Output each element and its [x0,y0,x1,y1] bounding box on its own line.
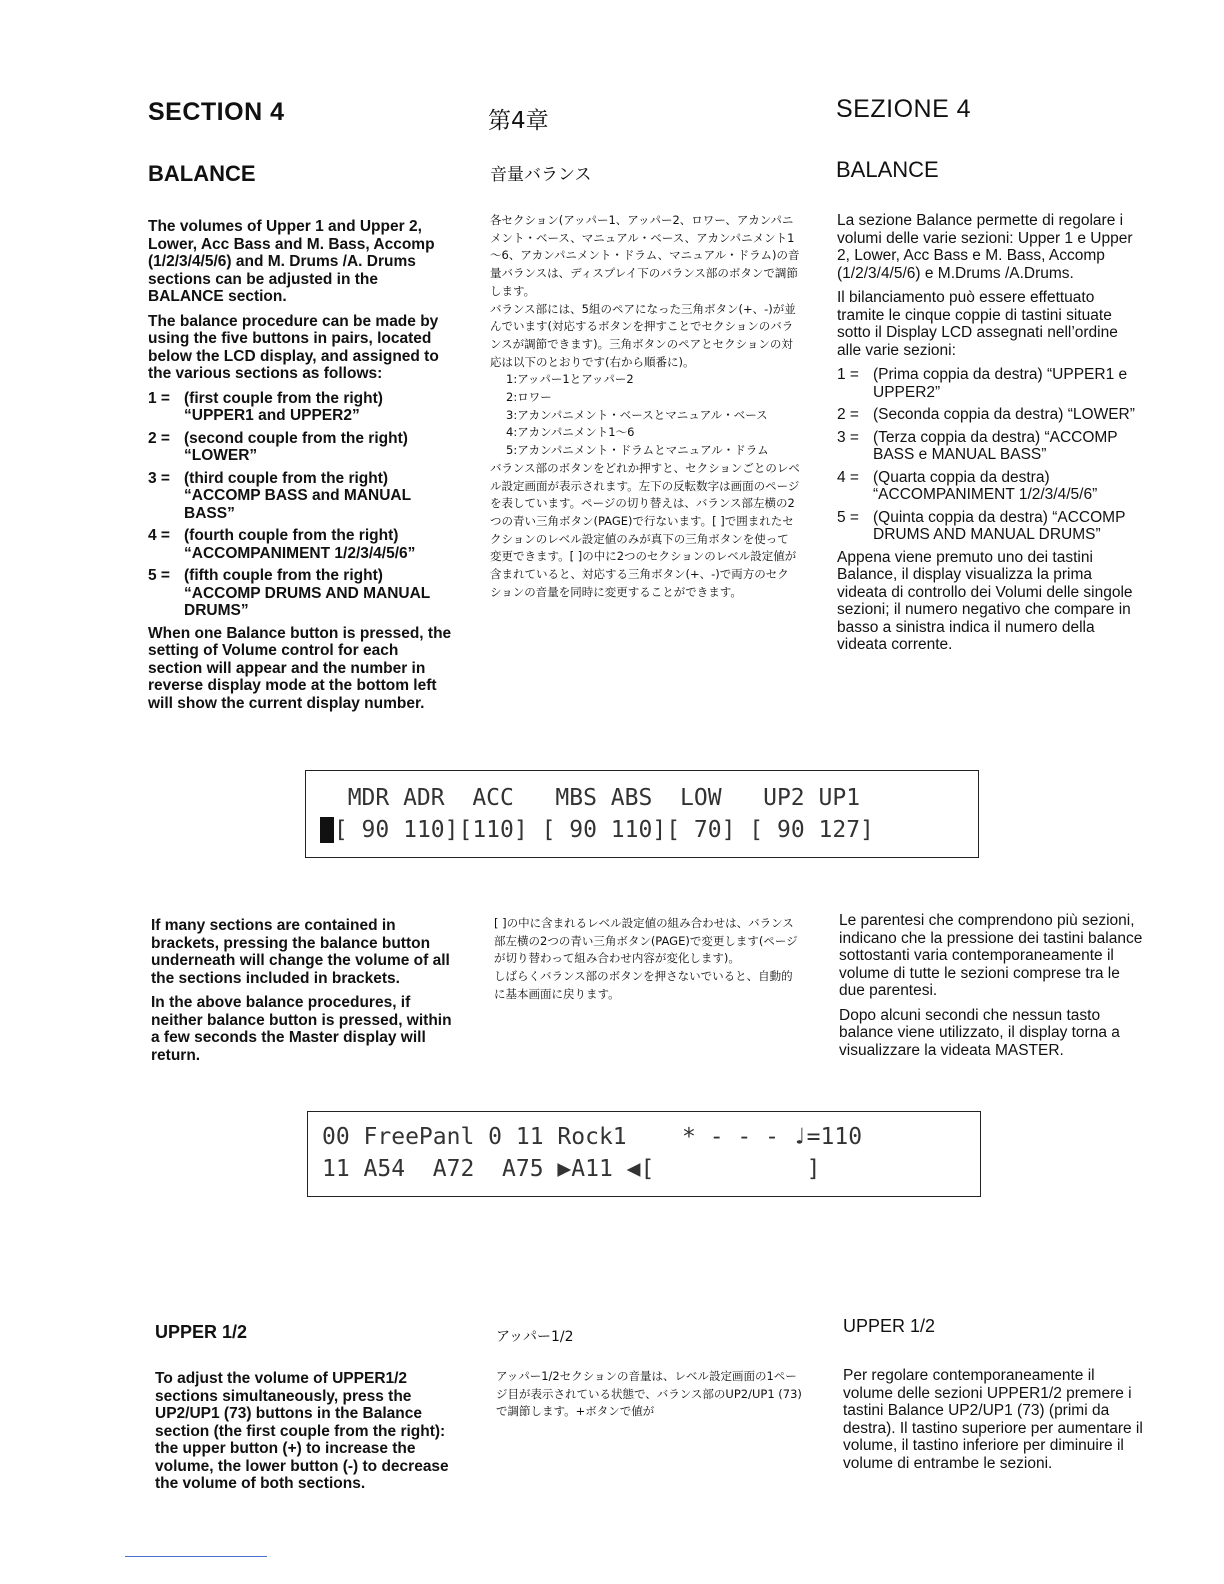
list-item: 3 = (Terza coppia da destra) “ACCOMP BASS e MANUAL BASS” [837,428,1118,463]
lcd-master-display [307,1111,981,1197]
paragraph: La sezione Balance permette di regolare i volumi delle varie sezioni: Upper 1 e Upper 2, Lower, Acc Bass e M. Bass, Accomp (1/2/3/4/5/6) e M.Drums /A.Drums. [837,212,1133,282]
balance-heading-it: BALANCE [836,157,939,182]
paragraph: If many sections are contained in brackets, pressing the balance button underneath will change the volume of all the sections included in brackets. [151,917,450,987]
paragraph: The balance procedure can be made by using the five buttons in pairs, located below the LCD display, and assigned to the various sections as follows: [148,312,439,382]
list-item: 4 = (Quarta coppia da destra) “ACCOMPANIMENT 1/2/3/4/5/6” [837,468,1098,503]
paragraph: When one Balance button is pressed, the setting of Volume control for each section will appear and the number in reverse display mode at the bottom left will show the current display number. [148,624,452,712]
paragraph: しばらくバランス部のボタンを押さないでいると、自動的に基本画面に戻ります。 [494,969,793,1001]
paragraph: Appena viene premuto uno dei tastini Balance, il display visualizza la prima videata di controllo dei Volumi delle singole sezioni; il numero negativo che compare in basso a sinistra indica il numero della videata corrente. [837,548,1133,653]
upper-text-jp: アッパー1/2セクションの音量は、レベル設定画面の1ページ目が表示されている状態で、バランス部のUP2/UP1 (73)で調節します。+ボタンで値が [496,1369,802,1419]
list-item: 1:アッパー1とアッパー2 [506,372,634,387]
paragraph: Le parentesi che comprendono più sezioni, indicano che la pressione dei tastini balance sottostanti varia contemporaneamente il volume di tutte le sezioni comprese tra le due parentesi. [839,912,1143,999]
paragraph: 各セクション(アッパー1、アッパー2、ロワー、アカンパニメント・ベース、マニュアル・ベース、アカンパニメント1～6、アカンパニメント・ドラム、マニュアル・ドラム)の音量バランスは、ディスプレイ下のバランス部のボタンで調節します。 [490,213,800,298]
english-brackets-text [151,917,457,1071]
list-item: 1 = (Prima coppia da destra) “UPPER1 e UPPER2” [837,366,1128,401]
lcd-row-variations: 11 A54 A72 A75 ▶A11 ◀[ ] [322,1156,821,1182]
paragraph: Dopo alcuni secondi che nessun tasto balance viene utilizzato, il display torna a visualizzare la videata MASTER. [839,1006,1120,1059]
lcd-row-volume-values [320,817,874,843]
paragraph: バランス部には、5組のペアになった三角ボタン(+、-)が並んでいます(対応するボタンを押すことでセクションのバランスが調節できます)。三角ボタンのペアとセクションの対応は以下のとおりです(右から順番に)。 [490,301,796,369]
section-title-en: SECTION 4 [148,98,285,126]
list-item: 1 = (first couple from the right) “UPPER1 and UPPER2” [148,389,383,424]
upper-heading-it: UPPER 1/2 [843,1316,936,1336]
upper-text-en: To adjust the volume of UPPER1/2 sections simultaneously, press the UP2/UP1 (73) buttons in the Balance section (the first couple from the right): the upper button (+) to increase the volume, the lower button (-) to decrease the volume of both sections. [155,1370,449,1492]
list-item: 3:アカンパニメント・ベースとマニュアル・ベース [506,407,768,422]
upper-heading-jp: アッパー1/2 [496,1329,574,1345]
list-item: 4 = (fourth couple from the right) “ACCOMPANIMENT 1/2/3/4/5/6” [148,527,416,562]
section-title-it: SEZIONE 4 [836,95,972,123]
paragraph: Il bilanciamento può essere effettuato tramite le cinque coppie di tastini situate sotto il Display LCD assegnati nell’ordine alle varie sezioni: [837,289,1118,359]
lcd-page-cursor: 1 [320,817,334,843]
lcd-row-section-labels: MDR ADR ACC MBS ABS LOW UP2 UP1 [320,785,861,811]
footer-rule [125,1556,267,1557]
paragraph: [ ]の中に含まれるレベル設定値の組み合わせは、バランス部左横の2つの青い三角ボタン(PAGE)で変更します(ページが切り替わって組み合わせ内容が変化します)。 [494,916,798,966]
paragraph: バランス部のボタンをどれか押すと、セクションごとのレベル設定画面が表示されます。左下の反転数字は画面のページを表しています。ページの切り替えは、バランス部左横の2つの青い三角ボタン(PAGE)で行ないます。[ ]で囲まれたセクションのレベル設定値のみが真下の三角ボタンを使って変更できます。[ ]の中に2つのセクションのレベル設定値が含まれていると、対応する三角ボタン(+、-)で両方のセクションの音量を同時に変更することができます。 [490,460,800,599]
list-item: 5 = (Quinta coppia da destra) “ACCOMP DRUMS AND MANUAL DRUMS” [837,508,1126,543]
list-item: 3 = (third couple from the right) “ACCOMP BASS and MANUAL BASS” [148,469,411,522]
balance-heading-jp: 音量バランス [490,165,592,185]
italian-balance-text [837,212,1143,661]
section-title-jp: 第4章 [488,108,549,134]
list-item: 5:アカンパニメント・ドラムとマニュアル・ドラム [506,443,769,458]
list-item: 5 = (fifth couple from the right) “ACCOMP DRUMS AND MANUAL DRUMS” [148,567,430,619]
italian-brackets-text [839,912,1145,1066]
list-item: 2:ロワー [506,390,552,405]
japanese-brackets-text [494,915,804,1004]
english-balance-text [148,218,454,719]
upper-heading-en: UPPER 1/2 [155,1322,248,1342]
lcd-volume-values: [ 90 110][110] [ 90 110][ 70] [ 90 127] [333,817,874,843]
list-item: 4:アカンパニメント1～6 [506,425,635,440]
paragraph: In the above balance procedures, if neither balance button is pressed, within a few seconds the Master display will return. [151,994,452,1064]
lcd-row-panel-style: 00 FreePanl 0 11 Rock1 * - - - ♩=110 [322,1124,863,1150]
list-item: 2 = (second couple from the right) “LOWER” [148,429,408,464]
lcd-balance-display [305,770,979,858]
paragraph: The volumes of Upper 1 and Upper 2, Lower, Acc Bass and M. Bass, Accomp (1/2/3/4/5/6) and M. Drums /A. Drums sections can be adjusted in the BALANCE section. [148,218,435,305]
list-item: 2 = (Seconda coppia da destra) “LOWER” [837,406,1135,423]
balance-heading-en: BALANCE [148,161,256,186]
japanese-balance-text [490,212,800,601]
upper-text-it: Per regolare contemporaneamente il volume delle sezioni UPPER1/2 premere i tastini Balance UP2/UP1 (73) (primi da destra). Il tastino superiore per aumentare il volume, il tastino inferiore per diminuire il volume di entrambe le sezioni. [843,1367,1143,1472]
